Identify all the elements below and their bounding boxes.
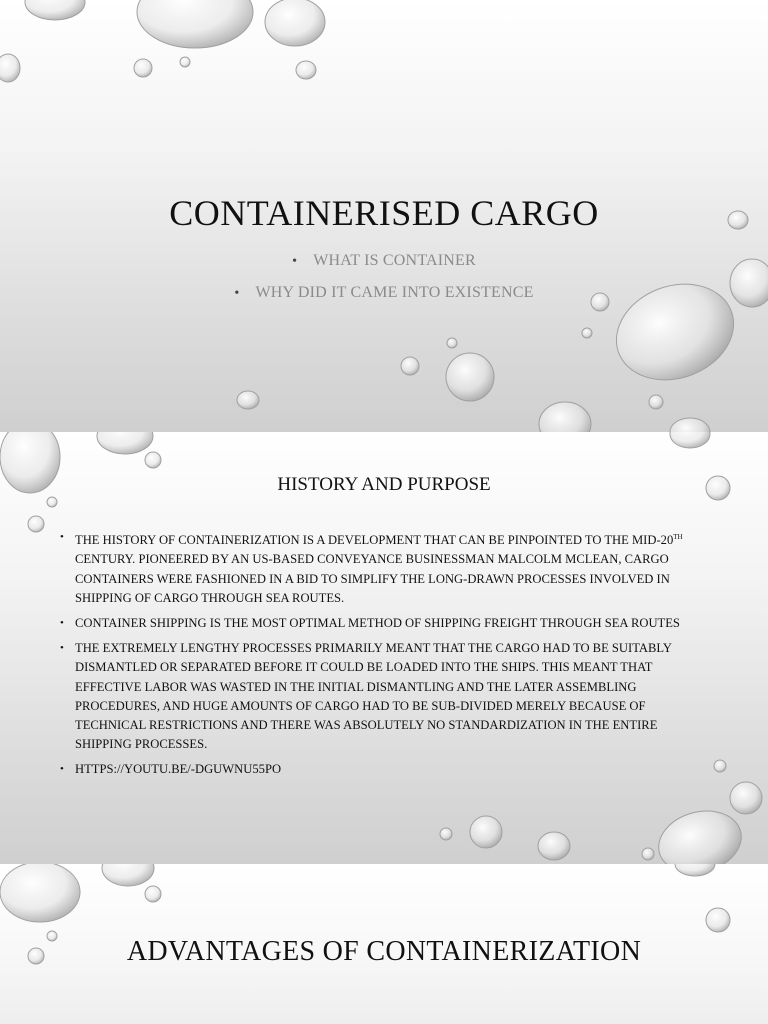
slide-2 bbox=[0, 432, 768, 864]
subtitle-list bbox=[0, 252, 768, 316]
bullet-item bbox=[60, 639, 710, 754]
bullet-icon: • bbox=[292, 254, 298, 269]
subtitle-text: WHY DID IT CAME INTO EXISTENCE bbox=[255, 284, 534, 301]
slide-1 bbox=[0, 0, 768, 432]
bullet-item bbox=[60, 760, 710, 779]
bullet-item bbox=[60, 614, 710, 633]
bullet-icon: • bbox=[60, 531, 64, 543]
bullet-icon: • bbox=[60, 642, 64, 655]
bullet-icon: • bbox=[234, 286, 240, 301]
bullet-icon: • bbox=[60, 617, 64, 629]
bullet-text: THE HISTORY OF CONTAINERIZATION IS A DEVELOPMENT THAT CAN BE PINPOINTED TO THE MID-20 bbox=[75, 533, 674, 548]
link-text[interactable]: HTTPS://YOUTU.BE/-DGUWNU55PO bbox=[75, 762, 282, 777]
slide-3 bbox=[0, 864, 768, 1024]
bullet-icon: • bbox=[60, 763, 64, 776]
slide-title: CONTAINERISED CARGO bbox=[169, 193, 599, 233]
subtitle-text: WHAT IS CONTAINER bbox=[313, 252, 476, 269]
slide-title: HISTORY AND PURPOSE bbox=[277, 474, 491, 495]
slide-title: ADVANTAGES OF CONTAINERIZATION bbox=[126, 936, 642, 967]
bullet-text: CENTURY. PIONEERED BY AN US-BASED CONVEYANCE BUSINESSMAN MALCOLM MCLEAN, CARGO CONTAINERS WERE FASHIONED IN A BID TO SIMPLIFY THE LONG-DRAWN PROCESSES INVOLVED IN SHIPPING OF CARGO THROUGH SEA ROUTES. bbox=[75, 552, 670, 605]
bullet-text: CONTAINER SHIPPING IS THE MOST OPTIMAL METHOD OF SHIPPING FREIGHT THROUGH SEA ROUTES bbox=[75, 616, 680, 630]
bullet-text: THE EXTREMELY LENGTHY PROCESSES PRIMARILY MEANT THAT THE CARGO HAD TO BE SUITABLY DISMANTLED OR SEPARATED BEFORE IT COULD BE LOADED INTO THE SHIPS. THIS MEANT THAT EFFECTIVE LABOR WAS WASTED IN THE INITIAL DISMANTLING AND THE LATER ASSEMBLING PROCEDURES, AND HUGE AMOUNTS OF CARGO HAD TO BE SUB-DIVIDED MERELY BECAUSE OF TECHNICAL RESTRICTIONS AND THERE WAS ABSOLUTELY NO STANDARDIZATION IN THE ENTIRE SHIPPING PROCESSES. bbox=[75, 641, 672, 752]
bullet-item bbox=[60, 528, 710, 608]
content-bullet-list bbox=[60, 528, 710, 786]
subtitle-item bbox=[0, 284, 768, 302]
subtitle-item bbox=[0, 252, 768, 270]
superscript: TH bbox=[673, 533, 683, 541]
